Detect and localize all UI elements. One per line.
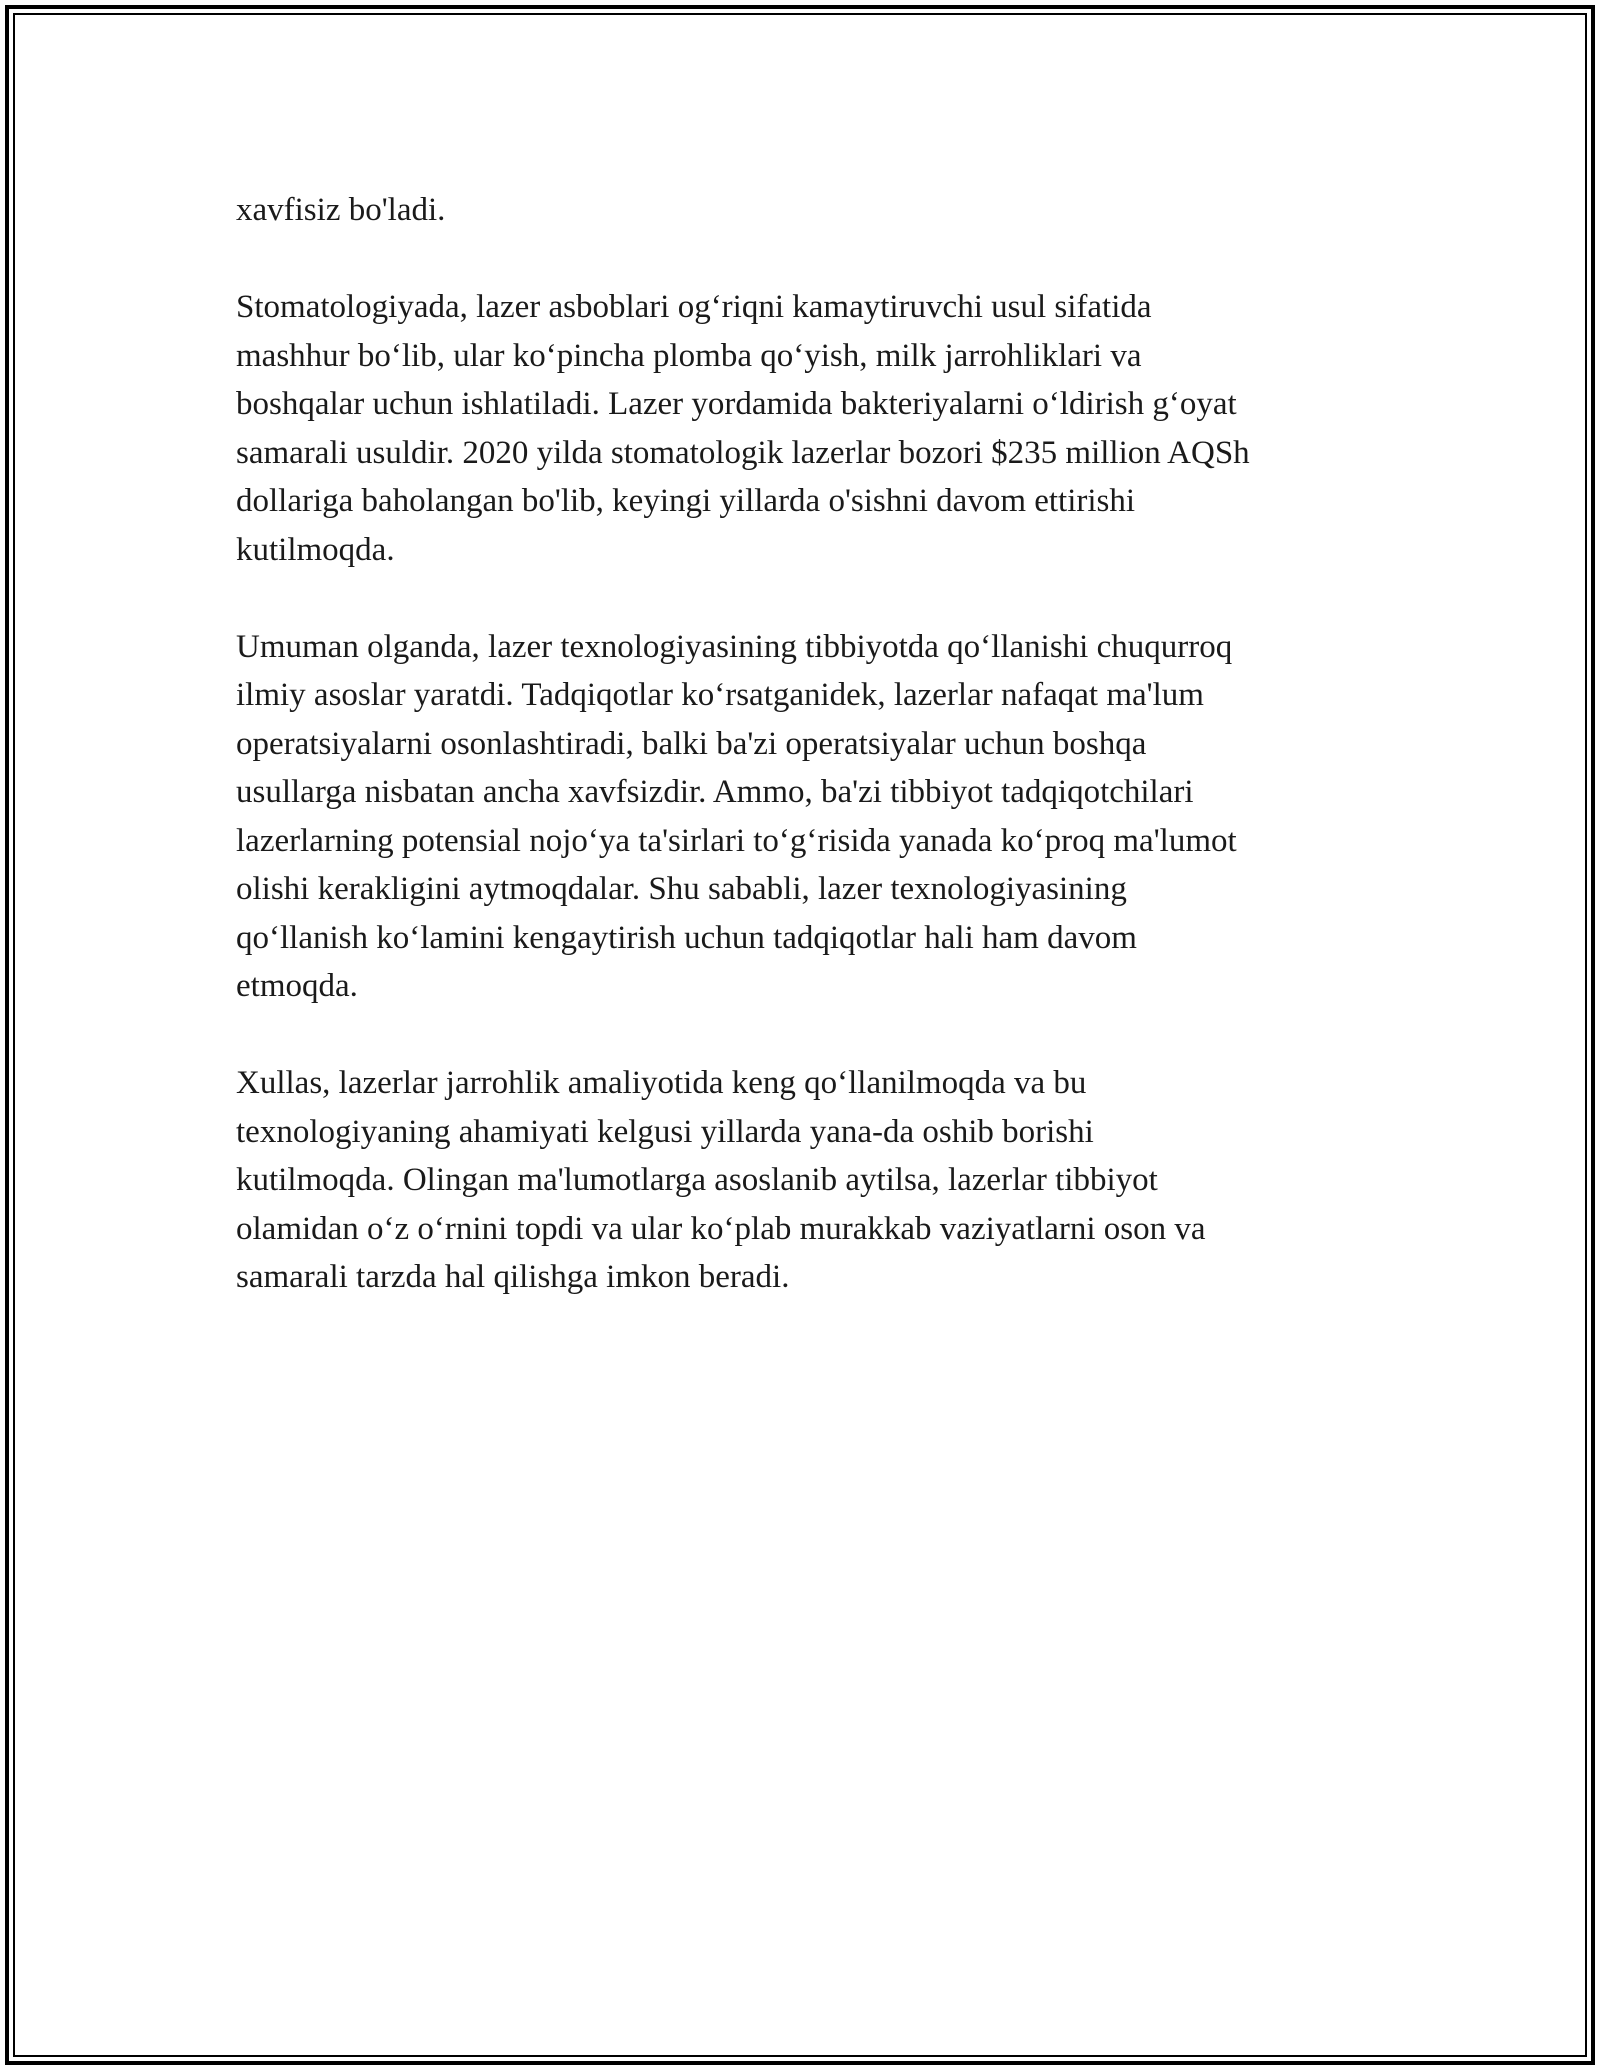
paragraph-stomatology xyxy=(236,283,1376,574)
text-line: dollariga baholangan bo'lib, keyingi yillarda o'sishni davom ettirishi xyxy=(236,483,1136,519)
text-line: olamidan o‘z o‘rnini topdi va ular ko‘plab murakkab vaziyatlarni oson va xyxy=(236,1210,1206,1247)
text-line: operatsiyalarni osonlashtiradi, balki ba'zi operatsiyalar uchun boshqa xyxy=(236,725,1147,762)
document-body xyxy=(236,186,1376,1350)
text-line: qo‘llanish ko‘lamini kengaytirish uchun tadqiqotlar hali ham davom xyxy=(236,919,1137,956)
text-line: boshqalar uchun ishlatiladi. Lazer yordamida bakteriyalarni o‘ldirish g‘oyat xyxy=(236,386,1237,422)
text-line: mashhur bo‘lib, ular ko‘pincha plomba qo‘yish, milk jarrohliklari va xyxy=(236,337,1142,374)
text-line: olishi kerakligini aytmoqdalar. Shu sababli, lazer texnologiyasining xyxy=(236,871,1127,907)
text-line: etmoqda. xyxy=(236,968,358,1004)
text-line: kutilmoqda. Olingan ma'lumotlarga asoslanib aytilsa, lazerlar tibbiyot xyxy=(236,1162,1158,1198)
text-line: samarali tarzda hal qilishga imkon beradi. xyxy=(236,1259,790,1295)
text-line: kutilmoqda. xyxy=(236,531,395,568)
text-line: lazerlarning potensial nojo‘ya ta'sirlari to‘g‘risida yanada ko‘proq ma'lumot xyxy=(236,822,1237,859)
text-line: ilmiy asoslar yaratdi. Tadqiqotlar ko‘rsatganidek, lazerlar nafaqat ma'lum xyxy=(236,677,1204,713)
text-line: texnologiyaning ahamiyati kelgusi yillarda yana-da oshib borishi xyxy=(236,1113,1094,1150)
text-line: Xullas, lazerlar jarrohlik amaliyotida keng qo‘llanilmoqda va bu xyxy=(236,1065,1087,1101)
text-line: samarali usuldir. 2020 yilda stomatologik lazerlar bozori $235 million AQSh xyxy=(236,434,1250,471)
paragraph-conclusion xyxy=(236,1059,1376,1302)
text-line: usullarga nisbatan ancha xavfsizdir. Ammo, ba'zi tibbiyot tadqiqotchilari xyxy=(236,774,1194,810)
paragraph-general xyxy=(236,623,1376,1011)
text-line: xavfisiz bo'ladi. xyxy=(236,192,446,228)
text-line: Stomatologiyada, lazer asboblari og‘riqni kamaytiruvchi usul sifatida xyxy=(236,289,1152,325)
paragraph-continuation xyxy=(236,186,1376,235)
text-line: Umuman olganda, lazer texnologiyasining tibbiyotda qo‘llanishi chuqurroq xyxy=(236,628,1233,665)
